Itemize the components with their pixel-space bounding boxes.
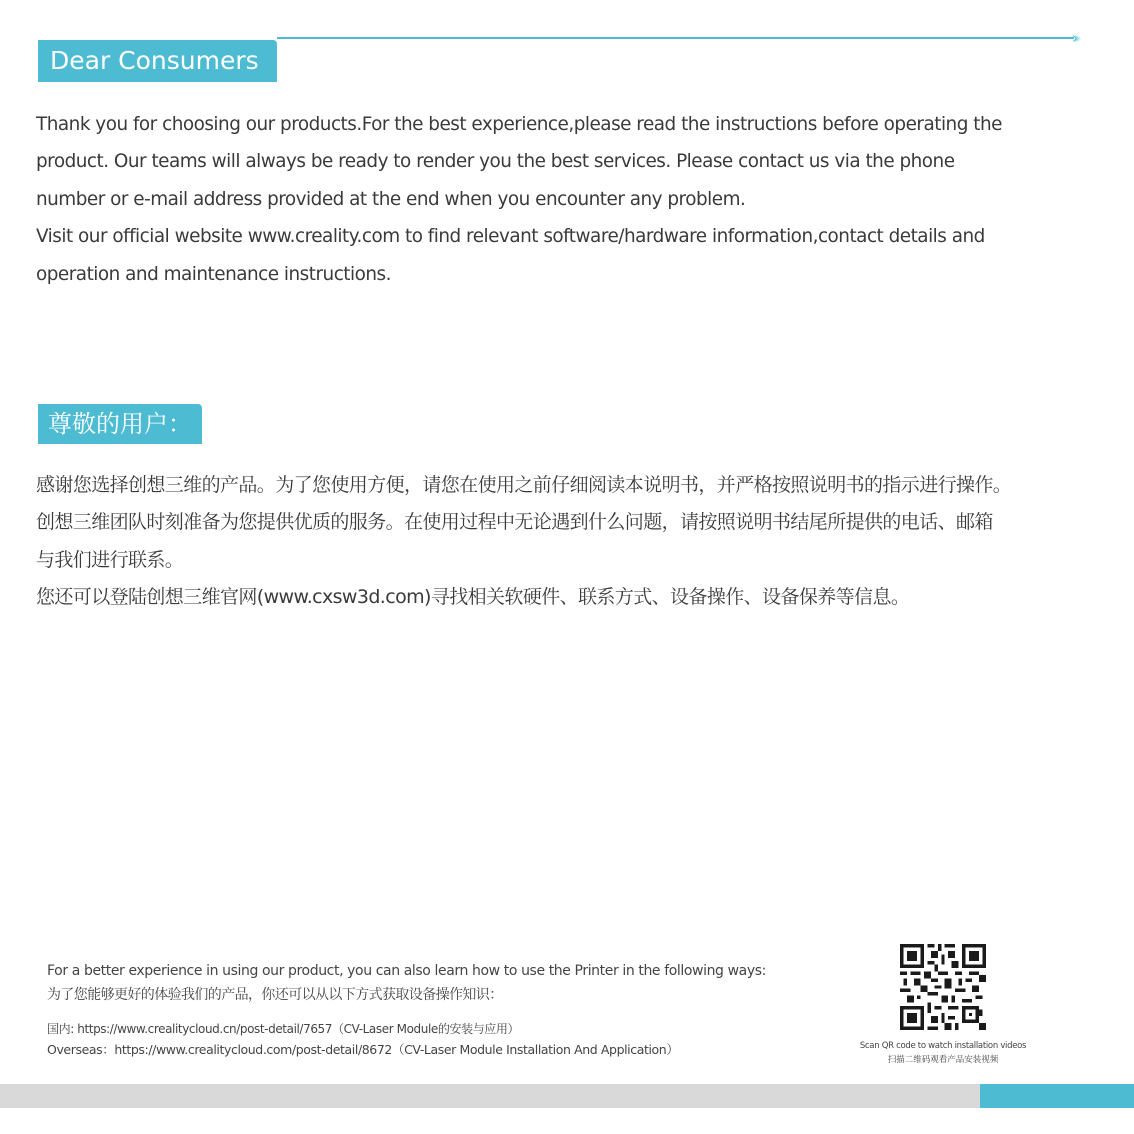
chinese-line: 感谢您选择创想三维的产品。为了您使用方便，请您在使用之前仔细阅读本说明书，并严格按照说明书的指示进行操作。 <box>36 474 1012 496</box>
english-line: Visit our official website www.creality.com to find relevant software/hardware information,contact details and <box>36 226 985 248</box>
footer-link-overseas[interactable]: Overseas：https://www.crealitycloud.com/post-detail/8672（CV-Laser Module Installation And Application） <box>47 1042 679 1057</box>
heading-dear-users-zh: 尊敬的用户： <box>38 404 202 444</box>
english-intro-paragraph <box>36 106 1106 293</box>
footer-link-domestic[interactable]: 国内: https://www.crealitycloud.cn/post-detail/7657（CV-Laser Module的安装与应用） <box>47 1022 520 1036</box>
qr-caption-en: Scan QR code to watch installation videos <box>859 1041 1027 1051</box>
chinese-line: 与我们进行联系。 <box>36 548 184 571</box>
bottom-bar-accent <box>980 1084 1134 1108</box>
english-line: number or e-mail address provided at the end when you encounter any problem. <box>36 188 746 210</box>
english-line: product. Our teams will always be ready to render you the best services. Please contact us via the phone <box>36 151 955 173</box>
qr-caption-zh: 扫描二维码观看产品安装视频 <box>887 1055 999 1065</box>
english-line: operation and maintenance instructions. <box>36 263 391 285</box>
footer-intro-en: For a better experience in using our product, you can also learn how to use the Printer in the following ways: <box>47 963 766 979</box>
chinese-line: 创想三维团队时刻准备为您提供优质的服务。在使用过程中无论遇到什么问题，请按照说明书结尾所提供的电话、邮箱 <box>36 511 993 534</box>
triple-chevron-right-icon: ››› <box>1072 29 1078 47</box>
footer-intro-zh: 为了您能够更好的体验我们的产品，你还可以从以下方式获取设备操作知识： <box>47 987 503 1003</box>
heading-dear-consumers: Dear Consumers <box>38 40 277 82</box>
bottom-bar <box>0 1084 980 1108</box>
english-line: Thank you for choosing our products.For the best experience,please read the instructions before operating the <box>36 114 1002 135</box>
header-rule <box>277 37 1074 39</box>
chinese-line: 您还可以登陆创想三维官网(www.cxsw3d.com)寻找相关软硬件、联系方式、设备操作、设备保养等信息。 <box>36 586 910 609</box>
qr-code-icon <box>900 944 986 1030</box>
chinese-intro-paragraph <box>36 467 1116 617</box>
